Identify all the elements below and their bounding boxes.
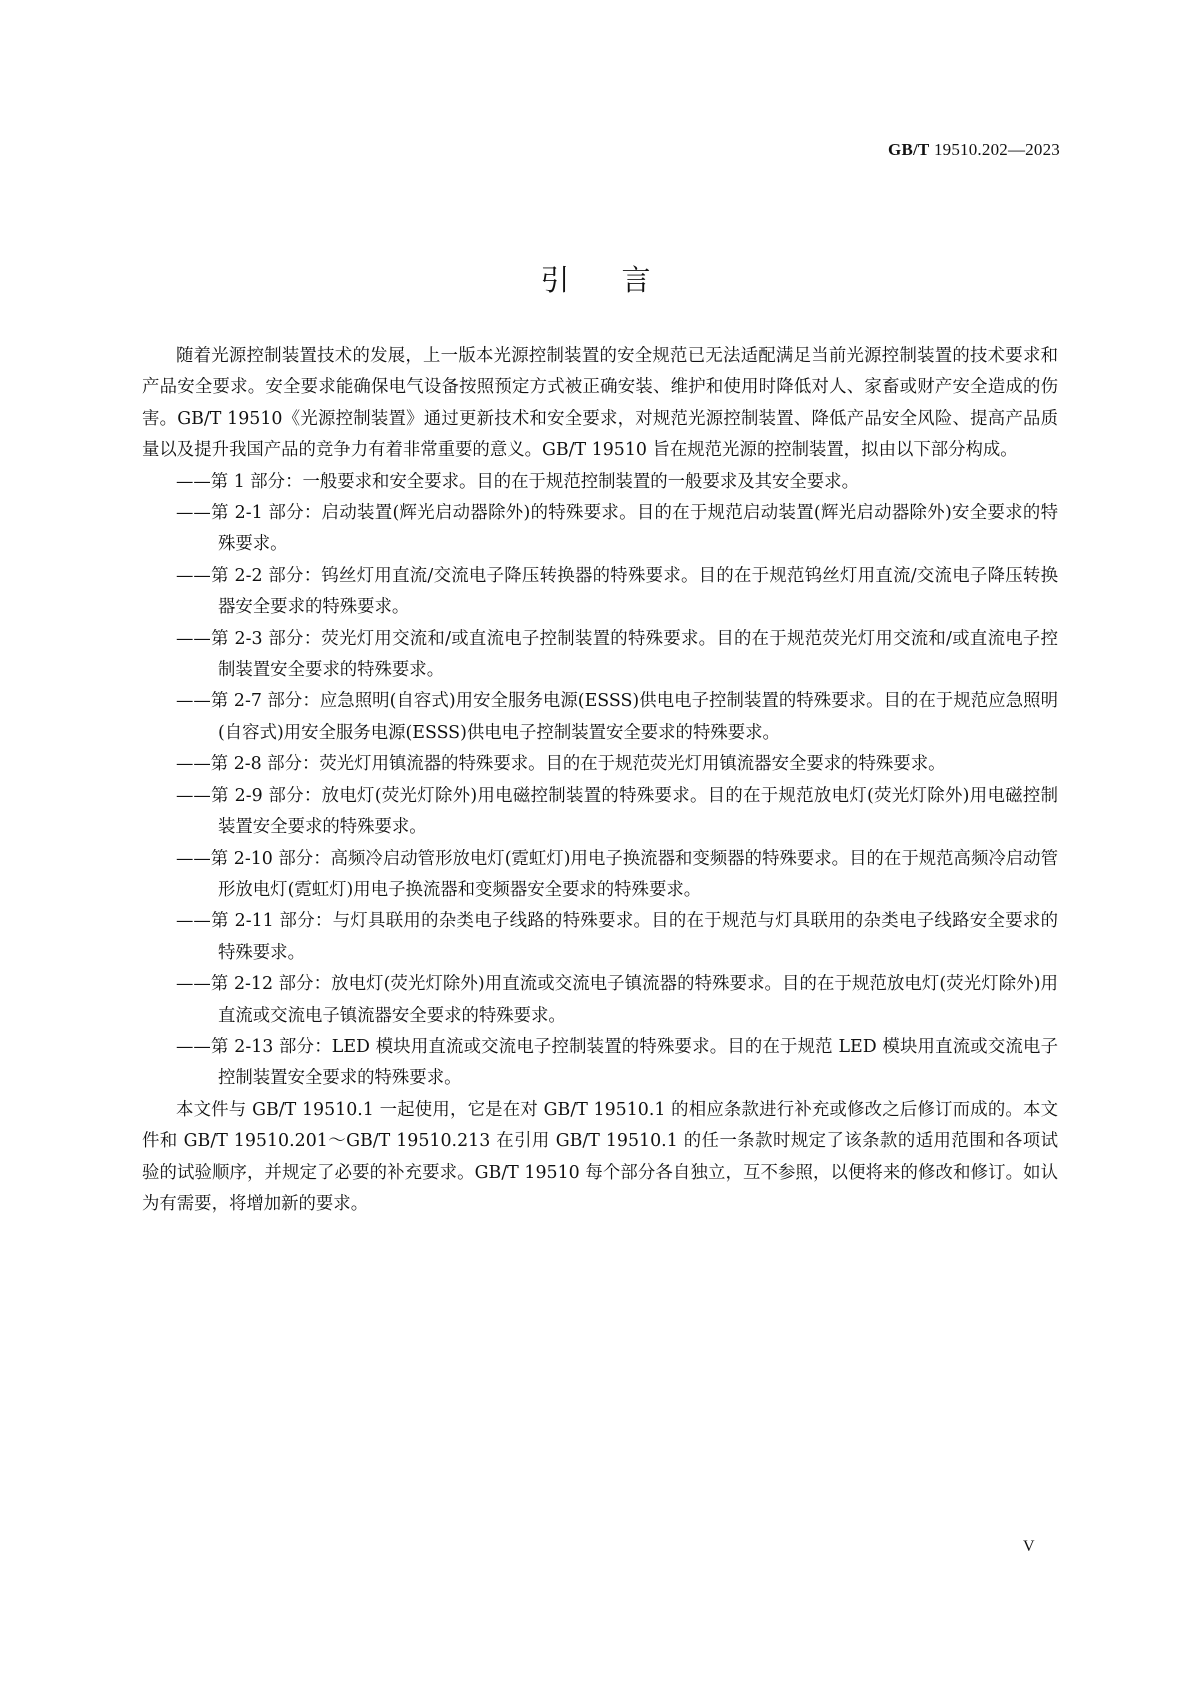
- list-item-part-2-12: ——第 2-12 部分：放电灯(荧光灯除外)用直流或交流电子镇流器的特殊要求。目的在于规范放电灯(荧光灯除外)用直流或交流电子镇流器安全要求的特殊要求。: [176, 974, 1058, 1026]
- intro-paragraph: 随着光源控制装置技术的发展，上一版本光源控制装置的安全规范已无法适配满足当前光源控制装置的技术要求和产品安全要求。安全要求能确保电气设备按照预定方式被正确安装、维护和使用时降低对人、家畜或财产安全造成的伤害。GB/T 19510《光源控制装置》通过更新技术和安全要求，对规范光源控制装置、降低产品安全风险、提高产品质量以及提升我国产品的竞争力有着非常重要的意义。GB/T 19510 旨在规范光源的控制装置，拟由以下部分构成。: [142, 346, 1058, 461]
- page-number: V: [1023, 1538, 1035, 1555]
- list-item-part-2-9: ——第 2-9 部分：放电灯(荧光灯除外)用电磁控制装置的特殊要求。目的在于规范放电灯(荧光灯除外)用电磁控制装置安全要求的特殊要求。: [176, 785, 1058, 838]
- list-item-part-2-8: ——第 2-8 部分：荧光灯用镇流器的特殊要求。目的在于规范荧光灯用镇流器安全要求的特殊要求。: [176, 754, 946, 775]
- list-item-part-2-11: ——第 2-11 部分：与灯具联用的杂类电子线路的特殊要求。目的在于规范与灯具联用的杂类电子线路安全要求的特殊要求。: [176, 911, 1058, 963]
- list-item-part-2-1: ——第 2-1 部分：启动装置(辉光启动器除外)的特殊要求。目的在于规范启动装置(辉光启动器除外)安全要求的特殊要求。: [176, 503, 1058, 555]
- list-item-part-2-2: ——第 2-2 部分：钨丝灯用直流/交流电子降压转换器的特殊要求。目的在于规范钨丝灯用直流/交流电子降压转换器安全要求的特殊要求。: [176, 565, 1058, 618]
- closing-paragraph: 本文件与 GB/T 19510.1 一起使用，它是在对 GB/T 19510.1 的相应条款进行补充或修改之后修订而成的。本文件和 GB/T 19510.201～GB/T 19510.213 在引用 GB/T 19510.1 的任一条款时规定了该条款的适用范围和各项试验的试验顺序，并规定了必要的补充要求。GB/T 19510 每个部分各自独立，互不参照，以便将来的修改和修订。如认为有需要，将增加新的要求。: [142, 1099, 1058, 1214]
- list-item-part-2-3: ——第 2-3 部分：荧光灯用交流和/或直流电子控制装置的特殊要求。目的在于规范荧光灯用交流和/或直流电子控制装置安全要求的特殊要求。: [176, 628, 1058, 681]
- list-item-part-2-7: ——第 2-7 部分：应急照明(自容式)用安全服务电源(ESSS)供电电子控制装置的特殊要求。目的在于规范应急照明(自容式)用安全服务电源(ESSS)供电电子控制装置安全要求的特殊要求。: [176, 691, 1058, 743]
- standard-code-number: 19510.202—2023: [933, 140, 1060, 159]
- standard-code-prefix: GB/T: [888, 140, 930, 159]
- list-item-part-2-13: ——第 2-13 部分：LED 模块用直流或交流电子控制装置的特殊要求。目的在于规范 LED 模块用直流或交流电子控制装置安全要求的特殊要求。: [176, 1036, 1058, 1089]
- list-item-part-1: ——第 1 部分：一般要求和安全要求。目的在于规范控制装置的一般要求及其安全要求。: [176, 471, 859, 492]
- page-title: 引言: [540, 263, 703, 298]
- list-item-part-2-10: ——第 2-10 部分：高频冷启动管形放电灯(霓虹灯)用电子换流器和变频器的特殊要求。目的在于规范高频冷启动管形放电灯(霓虹灯)用电子换流器和变频器安全要求的特殊要求。: [176, 848, 1058, 900]
- standard-code: [888, 140, 1060, 160]
- document-body: [142, 341, 1058, 1220]
